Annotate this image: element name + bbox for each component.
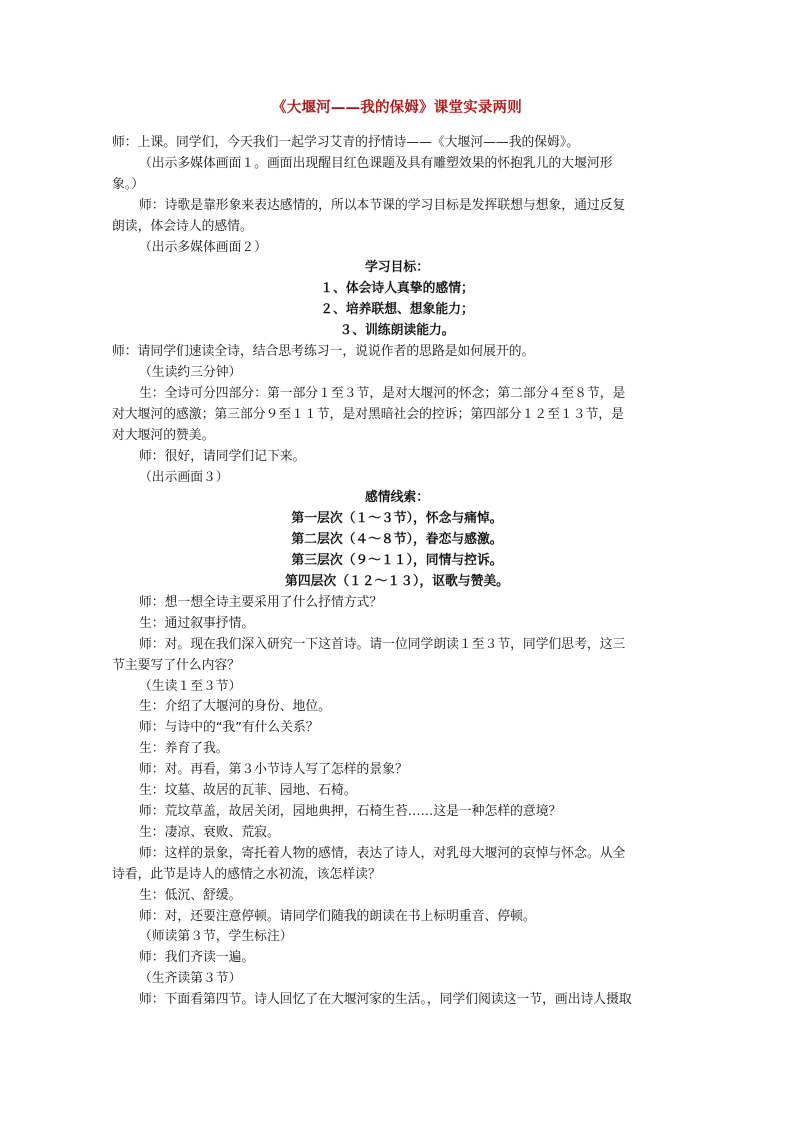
goal-item: ２、培养联想、想象能力； bbox=[320, 302, 474, 318]
clue-item: 第二层次（４～８节），眷恋与感激。 bbox=[291, 532, 503, 548]
paragraph-line: 师：想一想全诗主要采用了什么抒情方式？ bbox=[139, 594, 383, 610]
document-page bbox=[112, 98, 682, 1011]
paragraph-line: 诗看，此节是诗人的感情之水初流，该怎样读？ bbox=[112, 866, 381, 882]
paragraph-line: 生：养育了我。 bbox=[139, 741, 229, 757]
paragraph-line: 师：这样的景象，寄托着人物的感情，表达了诗人，对乳母大堰河的哀悼与怀念。从全 bbox=[139, 845, 626, 861]
paragraph-line: （生读约三分钟） bbox=[139, 364, 242, 380]
paragraph-line: 师：很好，请同学们记下来。 bbox=[139, 448, 306, 464]
paragraph-line: 生：全诗可分四部分：第一部分１至３节，是对大堰河的怀念；第二部分４至８节，是 bbox=[139, 385, 626, 401]
paragraph-line: 师：诗歌是靠形象来表达感情的，所以本节课的学习目标是发挥联想与想象，通过反复 bbox=[139, 197, 626, 213]
paragraph-line: （生读１至３节） bbox=[139, 678, 242, 694]
paragraph-line: 师：对。再看，第３小节诗人写了怎样的景象？ bbox=[139, 762, 408, 778]
paragraph-line: 师：我们齐读一遍。 bbox=[139, 950, 255, 966]
paragraph-line: 师：与诗中的“我”有什么关系？ bbox=[139, 720, 319, 736]
paragraph-line: 生：低沉、舒缓。 bbox=[139, 887, 242, 903]
paragraph-line: （生齐读第３节） bbox=[139, 971, 242, 987]
clue-item: 第三层次（９～１１），同情与控诉。 bbox=[291, 553, 503, 569]
paragraph-line: 生：凄凉、衰败、荒寂。 bbox=[139, 824, 280, 840]
paragraph-line: 师：上课。同学们，今天我们一起学习艾青的抒情诗——《大堰河——我的保姆》。 bbox=[112, 135, 580, 150]
paragraph-line: 对大堰河的赞美。 bbox=[112, 427, 215, 443]
paragraph-line: （出示多媒体画面１。画面出现醒目红色课题及具有雕塑效果的怀抱乳儿的大堰河形 bbox=[139, 155, 613, 171]
paragraph-line: 师：对。现在我们深入研究一下这首诗。请一位同学朗读１至３节，同学们思考，这三 bbox=[139, 636, 626, 652]
paragraph-line: （出示画面３） bbox=[139, 469, 229, 485]
paragraph-line: 朗读，体会诗人的感情。 bbox=[112, 218, 253, 234]
document-title: 《大堰河——我的保姆》课堂实录两则 bbox=[272, 100, 522, 116]
goal-item: ３、训练朗读能力。 bbox=[339, 323, 455, 339]
paragraph-line: 师：请同学们速读全诗，结合思考练习一，说说作者的思路是如何展开的。 bbox=[112, 344, 535, 360]
paragraph-line: 生：介绍了大堰河的身份、地位。 bbox=[139, 699, 331, 715]
clue-item: 第一层次（１～３节），怀念与痛悼。 bbox=[291, 511, 503, 527]
paragraph-line: 师：下面看第四节。诗人回忆了在大堰河家的生活。，同学们阅读这一节，画出诗人摄取 bbox=[139, 992, 632, 1008]
goals-heading: 学习目标： bbox=[365, 260, 429, 276]
paragraph-line: 节主要写了什么内容？ bbox=[112, 657, 240, 673]
paragraph-line: 生：坟墓、故居的瓦菲、园地、石椅。 bbox=[139, 783, 357, 799]
clue-item: 第四层次（１２～１３），讴歌与赞美。 bbox=[285, 574, 509, 590]
paragraph-line: 师：荒坟草盖，故居关闭，园地典押，石椅生苔……这是一种怎样的意境？ bbox=[139, 804, 562, 819]
paragraph-line: （师读第３节，学生标注） bbox=[139, 929, 293, 945]
clues-heading: 感情线索： bbox=[365, 490, 429, 506]
paragraph-line: 生：通过叙事抒情。 bbox=[139, 615, 255, 631]
paragraph-line: 师：对，还要注意停顿。请同学们随我的朗读在书上标明重音、停顿。 bbox=[139, 908, 536, 924]
goal-item: １、体会诗人真挚的感情； bbox=[320, 281, 474, 297]
paragraph-line: 象。） bbox=[112, 176, 144, 192]
paragraph-line: 对大堰河的感激；第三部分９至１１节，是对黑暗社会的控诉；第四部分１２至１３节，是 bbox=[112, 406, 624, 422]
paragraph-line: （出示多媒体画面２） bbox=[139, 239, 267, 255]
